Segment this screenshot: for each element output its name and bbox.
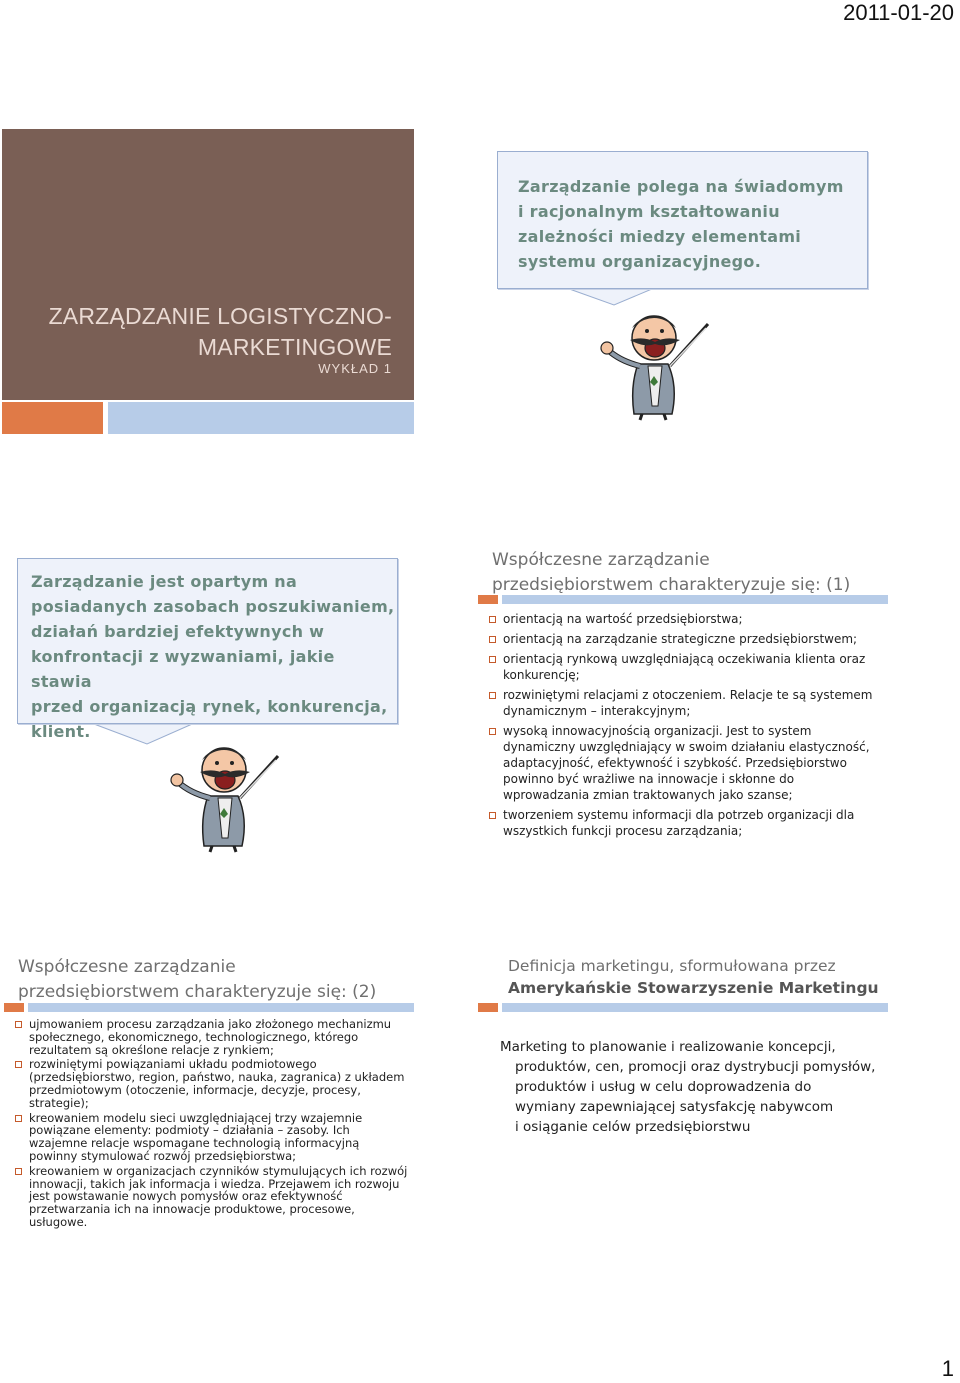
page-date: 2011-01-20	[843, 0, 954, 25]
slide3-callout-text	[31, 569, 397, 744]
heading-bar-orange	[4, 1003, 24, 1012]
definition-line: produktów, cen, promocji oraz dystrybucji pomysłów,	[515, 1059, 876, 1075]
list-item: orientacją na zarządzanie strategiczne przedsiębiorstwem;	[489, 631, 884, 647]
callout-line: klient.	[31, 722, 91, 741]
heading-bar-orange	[478, 1003, 498, 1012]
list-item: orientacją rynkową uwzględniającą oczekiwania klienta oraz konkurencję;	[489, 651, 884, 683]
callout-line: Zarządzanie jest opartym na	[31, 572, 298, 591]
slide4-heading	[492, 548, 850, 598]
slide4-heading-line2: przedsiębiorstwem charakteryzuje się: (1)	[492, 575, 851, 595]
slide2-callout-text	[518, 174, 844, 274]
slide1-subtitle: WYKŁAD 1	[318, 361, 392, 376]
list-item: ujmowaniem procesu zarządzania jako złożonego mechanizmu społecznego, ekonomicznego, technologicznego, którego rezultatem są określone relacje z rynkiem;	[15, 1018, 410, 1056]
heading-bar-blue	[502, 1003, 888, 1012]
slide6-heading-line2: Amerykańskie Stowarzyszenie Marketingu	[508, 979, 879, 997]
definition-line: produktów i usług w celu doprowadzenia do	[515, 1079, 812, 1095]
slide5-heading-line2: przedsiębiorstwem charakteryzuje się: (2)	[18, 982, 377, 1002]
slide1-title	[49, 301, 392, 363]
list-item: wysoką innowacyjnością organizacji. Jest to system dynamiczny uwzględniający w swoim działaniu elastyczność, adaptacyjność, efektywność i szybkość. Przedsiębiorstwo powinno być wrażliwe na innowacje i skłonne do wprowadzania zmian traktowanych jako szanse;	[489, 723, 884, 803]
heading-bar-orange	[478, 595, 498, 604]
slide5-heading-line1: Współczesne zarządzanie	[18, 957, 236, 977]
callout-line: posiadanych zasobach poszukiwaniem,	[31, 597, 395, 616]
list-item: tworzeniem systemu informacji dla potrzeb organizacji dla wszystkich funkcji procesu zarządzania;	[489, 807, 884, 839]
slide1-accent-bar-blue	[108, 402, 414, 434]
cartoon-shouting-man-illustration	[170, 738, 280, 853]
slide6-heading-bars	[478, 1003, 888, 1012]
slide4-bullet-list	[489, 611, 884, 843]
slide5-bullet-list	[15, 1018, 410, 1231]
callout-line: konfrontacji z wyzwaniami, jakie stawia	[31, 647, 335, 691]
definition-line: i osiąganie celów przedsiębiorstwu	[515, 1119, 751, 1135]
slide1-title-line1: ZARZĄDZANIE LOGISTYCZNO-	[48, 303, 392, 329]
slide6-heading	[508, 955, 879, 999]
list-item: rozwiniętymi powiązaniami układu podmiotowego (przedsiębiorstwo, region, państwo, nauka, zagranica) z układem przedmiotowym (otoczenie, informacje, decyzje, procesy, strategie);	[15, 1058, 410, 1109]
slide3-callout	[17, 558, 398, 741]
heading-bar-blue	[502, 595, 888, 604]
slide4-heading-bars	[478, 595, 888, 604]
callout-line: przed organizacją rynek, konkurencja,	[31, 697, 388, 716]
slide6-definition-text	[500, 1037, 890, 1137]
heading-bar-blue	[28, 1003, 414, 1012]
definition-line: wymiany zapewniającej satysfakcję nabywcom	[515, 1099, 834, 1115]
slide5-heading	[18, 955, 376, 1005]
definition-line: Marketing to planowanie i realizowanie koncepcji,	[500, 1039, 836, 1055]
callout-line: Zarządzanie polega na świadomym	[518, 177, 844, 196]
slide1-title-panel	[2, 129, 414, 400]
list-item: orientacją na wartość przedsiębiorstwa;	[489, 611, 884, 627]
slide6-heading-line1: Definicja marketingu, sformułowana przez	[508, 957, 836, 975]
slide4-heading-line1: Współczesne zarządzanie	[492, 550, 710, 570]
slide1-title-line2: MARKETINGOWE	[197, 334, 392, 360]
slide1-accent-bar-orange	[2, 402, 103, 434]
callout-line: zależności miedzy elementami	[518, 227, 802, 246]
list-item: kreowaniem w organizacjach czynników stymulujących ich rozwój innowacji, takich jak informacja i wiedza. Przejawem ich rozwoju jest powstawanie nowych pomysłów oraz efektywność przetwarzania ich na innowacje produktowe, procesowe, usługowe.	[15, 1165, 410, 1229]
slide2-callout	[497, 151, 868, 289]
callout-line: działań bardziej efektywnych w	[31, 622, 325, 641]
cartoon-shouting-man-illustration	[600, 306, 710, 421]
list-item: kreowaniem modelu sieci uwzględniającej trzy wzajemnie powiązane elementy: podmioty – działania – zasoby. Ich wzajemne relacje wspomagane technologią informacyjną powinny stymulować rozwój przedsiębiorstwa;	[15, 1112, 410, 1163]
page-number: 1	[941, 1356, 954, 1381]
callout-line: i racjonalnym kształtowaniu	[518, 202, 780, 221]
list-item: rozwiniętymi relacjami z otoczeniem. Relacje te są systemem dynamicznym – interakcyjnym;	[489, 687, 884, 719]
slide5-heading-bars	[4, 1003, 414, 1012]
callout-line: systemu organizacyjnego.	[518, 252, 762, 271]
